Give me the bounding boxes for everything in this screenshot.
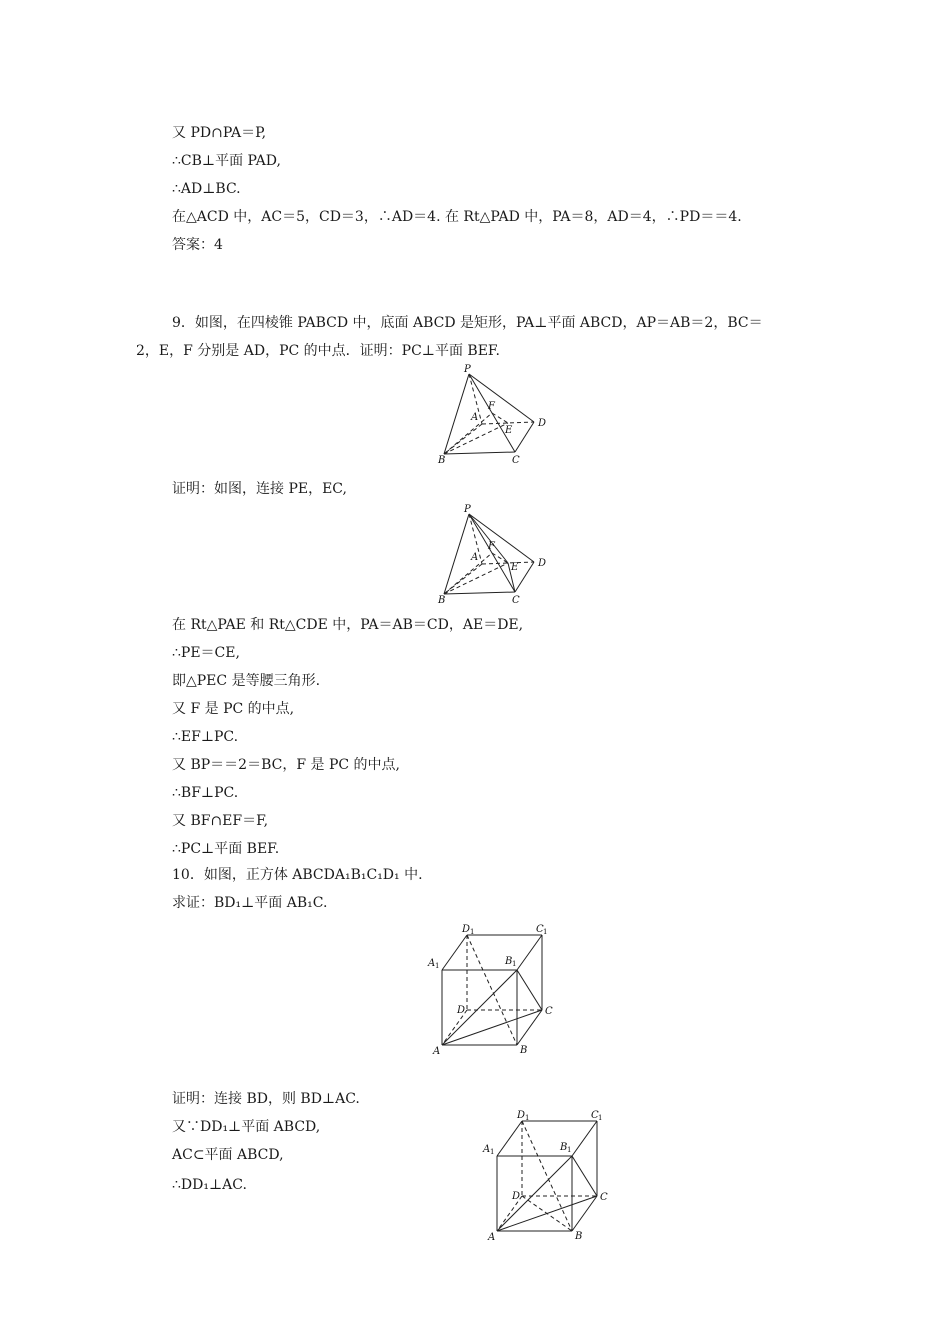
proof-9-line-7: ∴BF⊥PC. [172,785,239,801]
label-a1: A [483,1144,491,1155]
text-line-1: 又 PD∩PA＝P, [172,125,267,141]
proof-9-line-2: ∴PE＝CE, [172,645,240,661]
proof-9-line-8: 又 BF∩EF＝F, [172,813,269,829]
label-p: P [464,504,471,515]
label-b1-sub: 1 [512,960,517,968]
label-b: B [575,1231,583,1242]
label-a: A [488,1232,496,1243]
proof-9-line-1: 在 Rt△PAE 和 Rt△CDE 中，PA＝AB＝CD，AE＝DE, [172,617,524,633]
label-d1: D [462,924,471,935]
label-d1-sub: 1 [470,928,475,936]
proof-10-line-1: 证明：连接 BD，则 BD⊥AC. [172,1091,360,1107]
label-c: C [512,595,520,606]
pyramid-figure-1 [430,364,550,468]
label-d1: D [517,1110,526,1121]
pyramid-figure-2 [430,504,550,608]
problem-10-line-2: 求证：BD₁⊥平面 AB₁C. [172,895,328,911]
label-f: F [488,541,495,552]
proof-9-line-6: 又 BP＝＝2＝BC，F 是 PC 的中点, [172,757,400,773]
label-a: A [471,552,479,563]
label-a1: A [428,958,436,969]
label-d: D [538,418,547,429]
proof-9-line-9: ∴PC⊥平面 BEF. [172,841,280,857]
proof-9-line-3: 即△PEC 是等腰三角形. [172,673,321,689]
label-c: C [545,1006,553,1017]
label-a1-sub: 1 [490,1148,495,1156]
cube-figure-2 [480,1108,620,1244]
proof-10-line-2: 又∵DD₁⊥平面 ABCD, [172,1119,321,1135]
proof-9-line-4: 又 F 是 PC 的中点, [172,701,295,717]
proof-10-line-3: AC⊂平面 ABCD, [172,1147,284,1163]
problem-9-line-2: 2，E，F 分别是 AD，PC 的中点．证明：PC⊥平面 BEF. [136,343,500,359]
label-c: C [600,1192,608,1203]
label-a: A [433,1046,441,1057]
label-a1-sub: 1 [435,962,440,970]
label-c1: C [536,924,544,935]
problem-9-line-1: 9．如图，在四棱锥 PABCD 中，底面 ABCD 是矩形，PA⊥平面 ABCD，AP＝AB＝2，BC＝ [172,315,763,331]
label-c: C [512,455,520,466]
proof-9-intro: 证明：如图，连接 PE，EC, [172,481,347,497]
label-b: B [438,455,446,466]
label-d1-sub: 1 [525,1114,530,1122]
label-c1: C [591,1110,599,1121]
label-d: D [457,1005,466,1016]
label-c1-sub: 1 [543,928,548,936]
label-p: P [464,364,471,375]
label-b: B [520,1045,528,1056]
label-e: E [505,425,513,436]
label-b1: B [505,956,513,967]
problem-10-line-1: 10．如图，正方体 ABCDA₁B₁C₁D₁ 中. [172,867,423,883]
label-b1-sub: 1 [567,1146,572,1154]
label-c1-sub: 1 [598,1114,603,1122]
label-f: F [488,401,495,412]
text-line-4: 在△ACD 中，AC＝5，CD＝3，∴AD＝4. 在 Rt△PAD 中，PA＝8，AD＝4，∴PD＝＝4. [172,209,742,225]
label-a: A [471,412,479,423]
proof-10-line-4: ∴DD₁⊥AC. [172,1177,247,1193]
label-e: E [511,562,519,573]
text-line-2: ∴CB⊥平面 PAD, [172,153,281,169]
proof-9-line-5: ∴EF⊥PC. [172,729,239,745]
label-d: D [538,558,547,569]
label-d: D [512,1191,521,1202]
cube-figure-1 [425,922,565,1058]
answer-line: 答案：4 [172,237,223,253]
text-line-3: ∴AD⊥BC. [172,181,241,197]
label-b: B [438,595,446,606]
label-b1: B [560,1142,568,1153]
